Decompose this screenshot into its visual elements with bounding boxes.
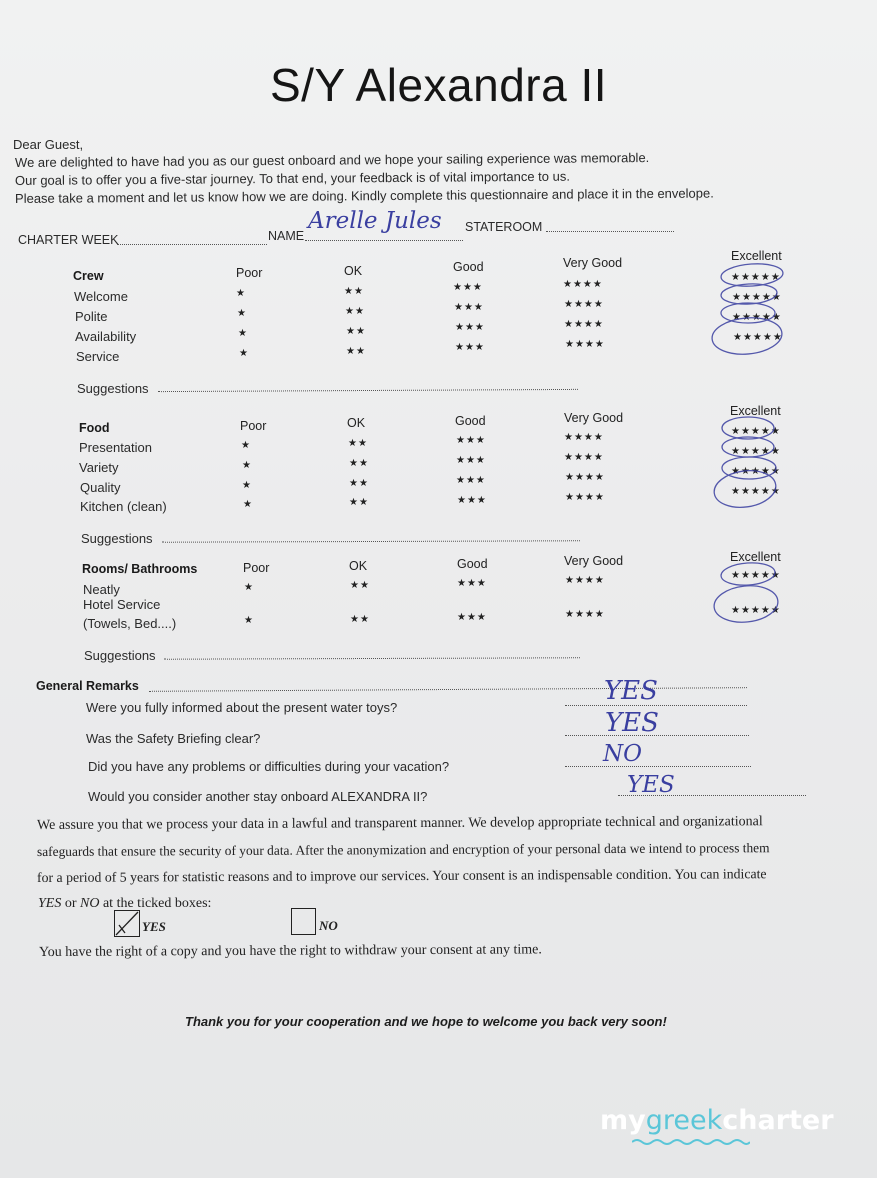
rooms-neatly-very-good[interactable]: ★★★★ <box>565 575 605 586</box>
food-quality-poor[interactable]: ★ <box>242 480 252 491</box>
food-kitchen-good[interactable]: ★★★ <box>457 495 487 506</box>
circle-food-2 <box>722 437 774 457</box>
food-quality-ok[interactable]: ★★ <box>349 478 369 489</box>
checkbox-tick-icon <box>115 911 139 936</box>
name-label: NAME <box>268 229 305 243</box>
answer-3-line[interactable] <box>565 766 751 767</box>
consent-line-3: for a period of 5 years for statistic reasons and to improve our services. Your consent is an indispensable condition. You can indicate <box>36 866 767 885</box>
food-variety-good[interactable]: ★★★ <box>456 455 486 466</box>
rooms-hotel-ok[interactable]: ★★ <box>350 614 370 625</box>
crew-availability-good[interactable]: ★★★ <box>455 322 485 333</box>
rooms-col-ok: OK <box>349 559 368 573</box>
food-variety-ok[interactable]: ★★ <box>349 458 369 469</box>
crew-service-very-good[interactable]: ★★★★ <box>565 339 605 350</box>
rooms-hotel-poor[interactable]: ★ <box>244 615 254 626</box>
name-handwriting: Arelle Jules <box>308 208 442 234</box>
food-kitchen-excellent[interactable]: ★★★★★ <box>731 486 781 497</box>
food-item-presentation: Presentation <box>79 440 152 455</box>
answer-4-handwriting: YES <box>627 772 675 798</box>
consent-no-checkbox[interactable] <box>291 908 316 935</box>
crew-welcome-poor[interactable]: ★ <box>236 288 246 299</box>
rooms-col-excellent: Excellent <box>730 550 781 564</box>
crew-availability-very-good[interactable]: ★★★★ <box>564 319 604 330</box>
rooms-item-hotel-service: Hotel Service <box>83 597 161 612</box>
thank-you-message: Thank you for your cooperation and we hope to welcome you back very soon! <box>185 1014 667 1029</box>
rooms-hotel-very-good[interactable]: ★★★★ <box>565 609 605 620</box>
crew-welcome-ok[interactable]: ★★ <box>344 286 364 297</box>
rooms-neatly-good[interactable]: ★★★ <box>457 578 487 589</box>
consent-line-1: We assure you that we process your data in a lawful and transparent manner. We develop appropriate technical and organizational <box>36 814 763 833</box>
rooms-item-neatly: Neatly <box>83 582 120 597</box>
crew-col-ok: OK <box>344 264 363 278</box>
food-presentation-poor[interactable]: ★ <box>241 440 251 451</box>
circle-crew-4 <box>711 315 784 357</box>
crew-welcome-excellent[interactable]: ★★★★★ <box>731 272 781 283</box>
crew-welcome-good[interactable]: ★★★ <box>453 282 483 293</box>
crew-col-good: Good <box>453 260 484 274</box>
consent-yes-checkbox[interactable] <box>114 910 140 937</box>
crew-availability-ok[interactable]: ★★ <box>346 326 366 337</box>
circle-food-4 <box>712 467 778 511</box>
rooms-heading: Rooms/ Bathrooms <box>82 562 198 576</box>
logo-part-charter: charter <box>722 1105 834 1136</box>
intro-line-2: Our goal is to offer you a five-star journey. To that end, your feedback is of vital importance to us. <box>14 168 571 188</box>
logo-part-greek: greek <box>645 1105 723 1136</box>
logo-part-my: my <box>600 1105 646 1136</box>
food-item-variety: Variety <box>79 460 119 475</box>
rooms-col-good: Good <box>457 557 488 571</box>
crew-service-good[interactable]: ★★★ <box>455 342 485 353</box>
food-col-very-good: Very Good <box>564 411 624 425</box>
food-col-ok: OK <box>347 416 366 430</box>
rooms-col-very-good: Very Good <box>564 554 624 568</box>
circle-rooms-2 <box>712 583 779 625</box>
question-2: Was the Safety Briefing clear? <box>86 731 261 746</box>
crew-item-availability: Availability <box>75 329 137 344</box>
rooms-hotel-excellent[interactable]: ★★★★★ <box>731 605 781 616</box>
greeting: Dear Guest, <box>13 137 84 152</box>
food-presentation-excellent[interactable]: ★★★★★ <box>731 426 781 437</box>
answer-2-handwriting: YES <box>605 708 659 738</box>
food-kitchen-ok[interactable]: ★★ <box>349 497 369 508</box>
crew-polite-ok[interactable]: ★★ <box>345 306 365 317</box>
food-presentation-ok[interactable]: ★★ <box>348 438 368 449</box>
crew-item-service: Service <box>76 349 120 364</box>
crew-polite-good[interactable]: ★★★ <box>454 302 484 313</box>
consent-rest: at the ticked boxes: <box>99 896 212 911</box>
food-col-poor: Poor <box>240 419 267 433</box>
consent-no-word: NO <box>80 896 100 911</box>
crew-col-excellent: Excellent <box>731 249 782 263</box>
food-kitchen-poor[interactable]: ★ <box>243 499 253 510</box>
intro-line-1: We are delighted to have had you as our guest onboard and we hope your sailing experience was memorable. <box>14 150 650 170</box>
question-3: Did you have any problems or difficulties during your vacation? <box>88 759 450 774</box>
food-quality-excellent[interactable]: ★★★★★ <box>731 466 781 477</box>
food-variety-excellent[interactable]: ★★★★★ <box>731 446 781 457</box>
crew-polite-very-good[interactable]: ★★★★ <box>564 299 604 310</box>
food-quality-good[interactable]: ★★★ <box>456 475 486 486</box>
rooms-neatly-excellent[interactable]: ★★★★★ <box>731 570 781 581</box>
food-quality-very-good[interactable]: ★★★★ <box>565 472 605 483</box>
crew-service-poor[interactable]: ★ <box>239 348 249 359</box>
crew-col-very-good: Very Good <box>563 256 623 270</box>
food-item-quality: Quality <box>80 480 121 495</box>
crew-item-welcome: Welcome <box>74 289 128 304</box>
rights-text: You have the right of a copy and you have the right to withdraw your consent at any time. <box>38 942 542 960</box>
food-presentation-very-good[interactable]: ★★★★ <box>564 432 604 443</box>
crew-col-poor: Poor <box>236 266 263 280</box>
question-4: Would you consider another stay onboard ALEXANDRA II? <box>88 789 428 804</box>
food-col-excellent: Excellent <box>730 404 781 418</box>
food-item-kitchen: Kitchen (clean) <box>80 499 167 514</box>
food-kitchen-very-good[interactable]: ★★★★ <box>565 492 605 503</box>
food-variety-very-good[interactable]: ★★★★ <box>564 452 604 463</box>
rooms-hotel-good[interactable]: ★★★ <box>457 612 487 623</box>
food-presentation-good[interactable]: ★★★ <box>456 435 486 446</box>
crew-suggestions-label: Suggestions <box>77 381 149 396</box>
consent-line-2: safeguards that ensure the security of your data. After the anonymization and encryption of your personal data we intend to process them <box>36 840 770 859</box>
circle-rooms-1 <box>720 561 775 587</box>
food-variety-poor[interactable]: ★ <box>242 460 252 471</box>
logo-wave-icon <box>632 1138 750 1146</box>
general-remarks-label: General Remarks <box>36 679 139 693</box>
crew-service-ok[interactable]: ★★ <box>346 346 366 357</box>
stateroom-label: STATEROOM <box>465 220 543 234</box>
rooms-neatly-poor[interactable]: ★ <box>244 582 254 593</box>
food-col-good: Good <box>455 414 486 428</box>
mygreekcharter-logo <box>600 1105 834 1136</box>
consent-yes-word: YES <box>38 896 62 911</box>
crew-availability-poor[interactable]: ★ <box>238 328 248 339</box>
crew-service-excellent[interactable]: ★★★★★ <box>733 332 783 343</box>
answer-3-handwriting: NO <box>603 741 642 767</box>
crew-polite-excellent[interactable]: ★★★★★ <box>732 292 782 303</box>
crew-polite-poor[interactable]: ★ <box>237 308 247 319</box>
crew-availability-excellent[interactable]: ★★★★★ <box>732 312 782 323</box>
charter-week-label: CHARTER WEEK <box>18 233 119 247</box>
food-heading: Food <box>79 421 110 435</box>
rooms-suggestions-label: Suggestions <box>84 648 156 663</box>
rooms-item-towels: (Towels, Bed....) <box>83 616 177 631</box>
answer-1-handwriting: YES <box>604 676 658 706</box>
question-1: Were you fully informed about the present water toys? <box>86 700 398 715</box>
rooms-neatly-ok[interactable]: ★★ <box>350 580 370 591</box>
document-title: S/Y Alexandra II <box>269 59 608 111</box>
food-suggestions-label: Suggestions <box>81 531 153 546</box>
consent-yes-label: YES <box>142 919 166 934</box>
crew-heading: Crew <box>73 269 104 283</box>
crew-item-polite: Polite <box>75 309 108 324</box>
circle-food-1 <box>722 417 774 439</box>
crew-welcome-very-good[interactable]: ★★★★ <box>563 279 603 290</box>
intro-line-3: Please take a moment and let us know how we are doing. Kindly complete this questionnaire and place it in the envelope. <box>14 185 714 206</box>
consent-or-word: or <box>61 896 81 911</box>
circle-food-3 <box>722 457 776 479</box>
rooms-col-poor: Poor <box>243 561 270 575</box>
consent-no-label: NO <box>319 918 338 933</box>
